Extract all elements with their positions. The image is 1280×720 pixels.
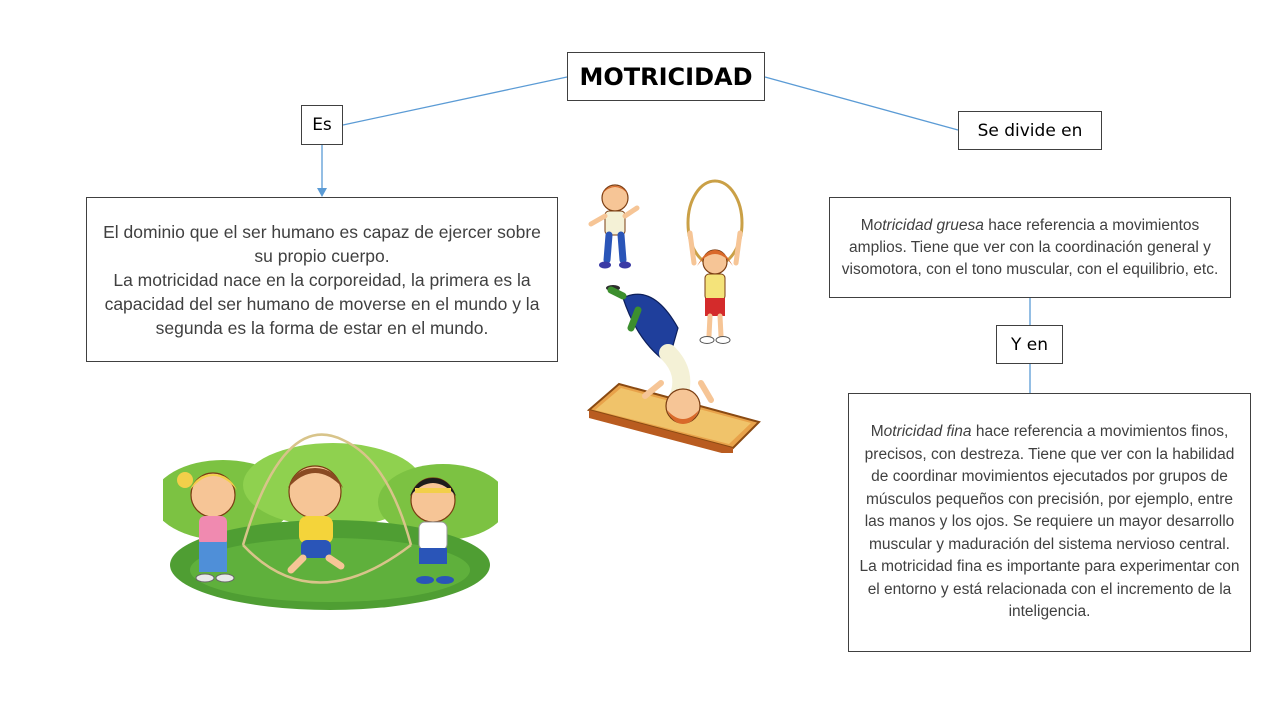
- definition-line-1: El dominio que el ser humano es capaz de ejercer sobre su propio cuerpo.: [103, 221, 541, 266]
- motricidad-fina-box: [848, 393, 1251, 652]
- motricidad-gruesa-box: [829, 197, 1231, 298]
- connector-title-es: [343, 77, 567, 125]
- fina-term: otricidad fina: [883, 423, 972, 441]
- arrow-es-definition-icon: [317, 188, 327, 197]
- gruesa-term-prefix: M: [860, 216, 874, 234]
- fina-description: hace referencia a movimientos finos, precisos, con destreza. Tiene que ver con la habilidad de coordinar movimientos ejecutados por grupos de músculos pequeños con precisión, por ejemplo, entre las manos y los ojos. Se requiere un mayor desarrollo muscular y maduración del sistema nervioso central. La motricidad fina es importante para experimentar con el entorno y está relacionada con el incremento de la inteligencia.: [859, 423, 1240, 621]
- tumbling-mat-figure: [589, 290, 759, 453]
- gruesa-term: otricidad gruesa: [873, 216, 984, 234]
- label-se-divide-en: Se divide en: [958, 111, 1102, 150]
- definition-line-2: La motricidad nace en la corporeidad, la primera es la capacidad del ser humano de moverse en el mundo y la segunda es la forma de estar en el mundo.: [104, 269, 540, 338]
- jump-rope-girl-figure: [688, 181, 742, 344]
- connector-title-divide: [765, 77, 958, 130]
- label-es: Es: [301, 105, 343, 145]
- gruesa-description: hace referencia a movimientos amplios. Tiene que ver con la coordinación general y visomotora, con el tono muscular, con el equilibrio, etc.: [841, 216, 1219, 278]
- fina-term-prefix: M: [870, 423, 884, 441]
- label-y-en: Y en: [996, 325, 1063, 364]
- fina-text: [859, 421, 1240, 624]
- kids-exercising-illustration: [583, 178, 763, 453]
- gruesa-text: [840, 215, 1220, 281]
- definition-box: [86, 197, 558, 362]
- kids-jumping-rope-illustration: [163, 430, 498, 615]
- diagram-title: MOTRICIDAD: [567, 52, 765, 101]
- jumping-boy-figure: [591, 185, 637, 291]
